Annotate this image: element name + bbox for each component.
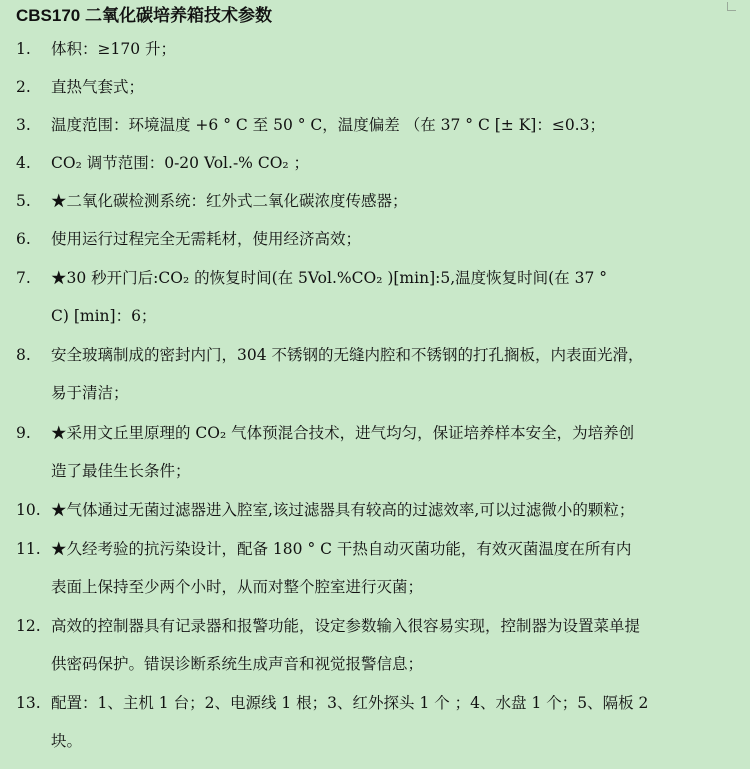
list-item-text: CO₂ 调节范围：0-20 Vol.-% CO₂ ； [51, 154, 310, 172]
list-item-text: 高效的控制器具有记录器和报警功能，设定参数输入很容易实现，控制器为设置菜单提 [51, 617, 641, 635]
list-item-number: 3. [16, 116, 31, 134]
list-item-number: 4. [16, 154, 31, 172]
list-item-text: 直热气套式； [51, 78, 145, 96]
list-item-text: ★采用文丘里原理的 CO₂ 气体预混合技术，进气均匀，保证培养样本安全，为培养创 [51, 424, 635, 442]
list-item-text: 表面上保持至少两个小时，从而对整个腔室进行灭菌； [51, 578, 424, 596]
list-item-text: ★二氧化碳检测系统：红外式二氧化碳浓度传感器； [51, 192, 408, 210]
list-item-number: 7. [16, 269, 31, 287]
list-item-number: 6. [16, 230, 31, 248]
list-item-text: 块。 [51, 732, 83, 750]
list-item-number: 9. [16, 424, 31, 442]
list-item-text: 温度范围：环境温度 +6 ° C 至 50 ° C，温度偏差 （在 37 ° C [± K]：≤0.3； [51, 116, 605, 134]
list-item-text: 安全玻璃制成的密封内门，304 不锈钢的无缝内腔和不锈钢的打孔搁板，内表面光滑， [51, 346, 644, 364]
document-title: CBS170 二氧化碳培养箱技术参数 [16, 6, 272, 25]
list-item-text: 体积：≥170 升； [51, 40, 176, 58]
list-item-text: ★30 秒开门后:CO₂ 的恢复时间(在 5Vol.%CO₂ )[min]:5,温度恢复时间(在 37 ° [51, 269, 608, 287]
list-item-number: 13. [16, 694, 41, 712]
list-item-text: ★久经考验的抗污染设计，配备 180 ° C 干热自动灭菌功能，有效灭菌温度在所有内 [51, 540, 632, 558]
list-item-number: 2. [16, 78, 31, 96]
list-item-text: 配置：1、主机 1 台；2、电源线 1 根；3、红外探头 1 个 ；4、水盘 1 个；5、隔板 2 [51, 694, 649, 712]
list-item-number: 11. [16, 540, 41, 558]
list-item-text: ★气体通过无菌过滤器进入腔室,该过滤器具有较高的过滤效率,可以过滤微小的颗粒； [51, 501, 635, 519]
list-item-number: 5. [16, 192, 31, 210]
list-item-number: 8. [16, 346, 31, 364]
list-item-text: 造了最佳生长条件； [51, 462, 191, 480]
list-item-number: 10. [16, 501, 41, 519]
list-item-number: 1. [16, 40, 31, 58]
list-item-number: 12. [16, 617, 41, 635]
list-item-text: 使用运行过程完全无需耗材，使用经济高效； [51, 230, 362, 248]
list-item-text: 供密码保护。错误诊断系统生成声音和视觉报警信息； [51, 655, 424, 673]
list-item-text: C) [min]：6； [51, 307, 157, 325]
list-item-text: 易于清洁； [51, 384, 129, 402]
page-corner-mark [727, 2, 736, 11]
